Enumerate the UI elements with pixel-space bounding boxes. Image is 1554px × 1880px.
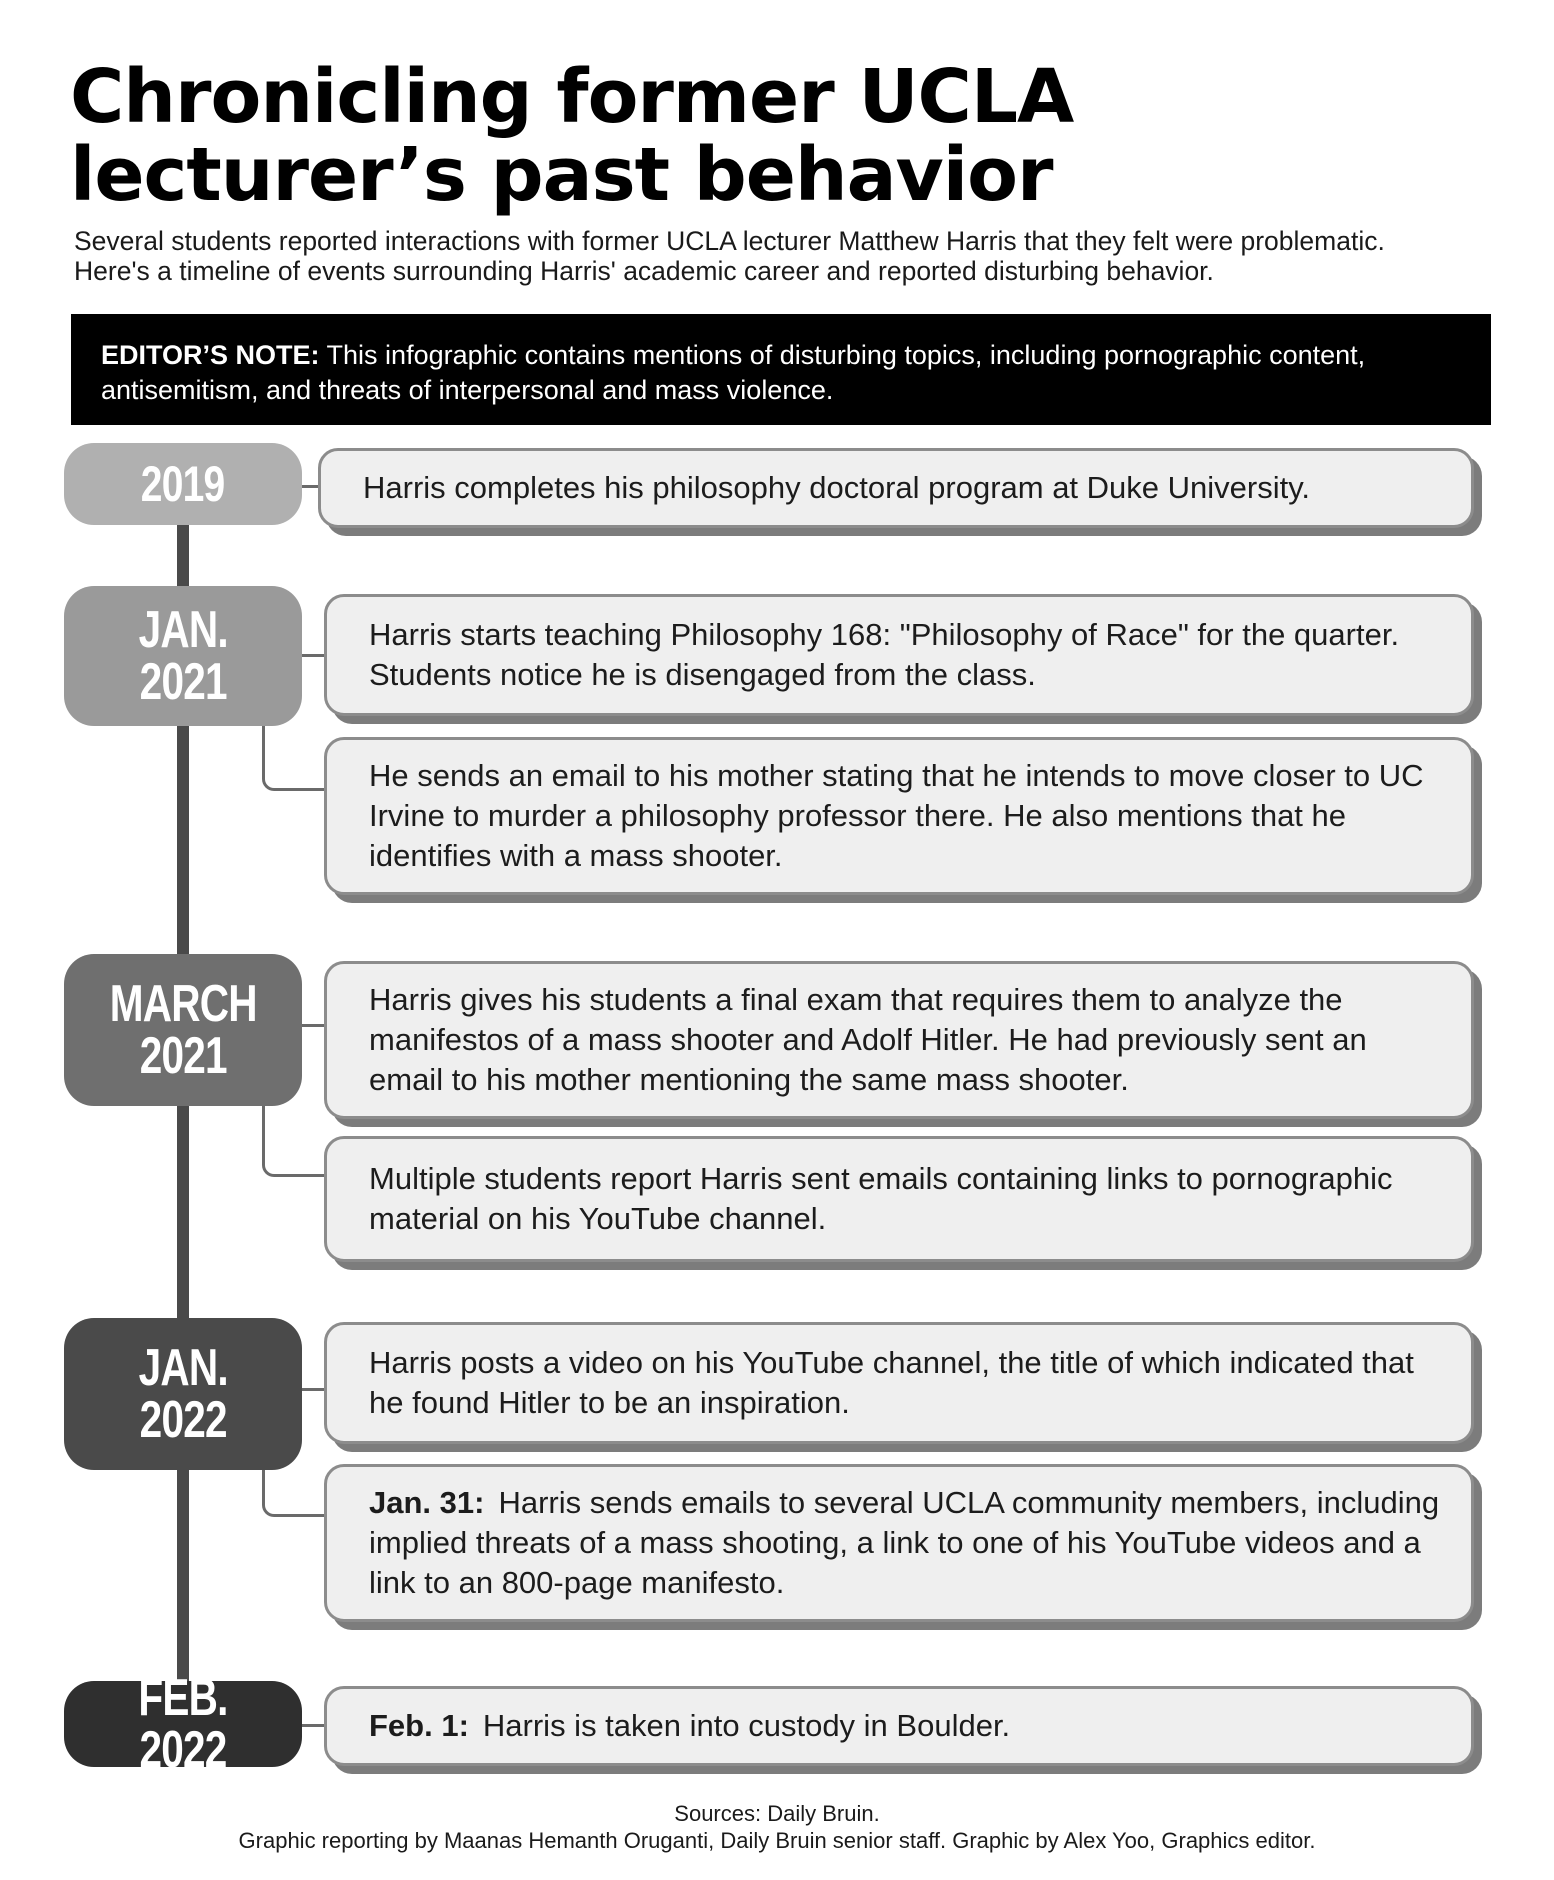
- event-text: Harris gives his students a final exam that requires them to analyze the manifestos of a mass shooter and Adolf Hitler. He had previously sent an email to his mother mentioning the same mass shooter.: [369, 982, 1367, 1097]
- date-pill-2019: [64, 443, 302, 525]
- title-line-1: Chronicling former UCLA: [70, 54, 1074, 140]
- event-text: Harris is taken into custody in Boulder.: [482, 1708, 1011, 1743]
- event-card: [324, 961, 1474, 1119]
- event-card: [318, 448, 1474, 528]
- subtitle-line-1: Several students reported interactions with former UCLA lecturer Matthew Harris that they felt were problematic.: [74, 226, 1385, 256]
- event-card: [324, 1686, 1474, 1766]
- date-pill-march-2021: [64, 954, 302, 1106]
- event-text-wrap: [369, 1483, 1441, 1603]
- date-label: JAN. 2022: [138, 1339, 228, 1449]
- event-text: Harris starts teaching Philosophy 168: "Philosophy of Race" for the quarter. Students notice he is disengaged from the class.: [369, 617, 1400, 692]
- elbow-connector: [262, 1470, 327, 1517]
- event-prefix: Jan. 31:: [369, 1485, 485, 1520]
- date-label: FEB. 2022: [138, 1669, 228, 1779]
- event-text: Multiple students report Harris sent emails containing links to pornographic material on his YouTube channel.: [369, 1161, 1393, 1236]
- connector: [302, 654, 324, 657]
- date-label: JAN. 2021: [138, 601, 228, 711]
- footer-credits: Graphic reporting by Maanas Hemanth Oruganti, Daily Bruin senior staff. Graphic by Alex Yoo, Graphics editor.: [238, 1828, 1316, 1853]
- connector: [302, 1388, 324, 1391]
- event-text-wrap: [369, 756, 1441, 876]
- connector: [302, 485, 318, 488]
- event-card: [324, 1136, 1474, 1262]
- event-card: [324, 1464, 1474, 1622]
- date-pill-jan-2022: [64, 1318, 302, 1470]
- date-pill-jan-2021: [64, 586, 302, 726]
- event-prefix: Feb. 1:: [369, 1708, 469, 1743]
- date-label: MARCH 2021: [109, 975, 257, 1085]
- event-card: [324, 737, 1474, 895]
- event-text-wrap: [363, 468, 1310, 508]
- date-label: 2019: [141, 456, 225, 512]
- elbow-connector: [262, 1106, 327, 1177]
- footer: [0, 1800, 1554, 1854]
- subtitle: [74, 226, 1514, 286]
- page-title: [70, 54, 1490, 218]
- event-text: Harris completes his philosophy doctoral program at Duke University.: [363, 470, 1311, 505]
- editor-note: [71, 314, 1491, 425]
- footer-sources: Sources: Daily Bruin.: [674, 1801, 880, 1826]
- event-text-wrap: [369, 615, 1441, 695]
- event-text: He sends an email to his mother stating that he intends to move closer to UC Irvine to murder a philosophy professor there. He also mentions that he identifies with a mass shooter.: [369, 758, 1424, 873]
- subtitle-line-2: Here's a timeline of events surrounding Harris' academic career and reported disturbing behavior.: [74, 256, 1214, 286]
- event-text-wrap: [369, 980, 1441, 1100]
- editor-note-label: EDITOR’S NOTE:: [101, 340, 320, 370]
- event-card: [324, 594, 1474, 716]
- date-pill-feb-2022: [64, 1669, 302, 1779]
- event-text: Harris sends emails to several UCLA community members, including implied threats of a mass shooting, a link to one of his YouTube videos and a link to an 800-page manifesto.: [369, 1485, 1440, 1600]
- connector: [302, 1724, 324, 1727]
- event-text-wrap: [369, 1159, 1441, 1239]
- connector: [302, 1024, 324, 1027]
- event-text-wrap: [369, 1706, 1010, 1746]
- event-card: [324, 1322, 1474, 1444]
- event-text: Harris posts a video on his YouTube channel, the title of which indicated that he found Hitler to be an inspiration.: [369, 1345, 1414, 1420]
- editor-note-text: This infographic contains mentions of disturbing topics, including pornographic content, antisemitism, and threats of interpersonal and mass violence.: [101, 340, 1366, 405]
- elbow-connector: [262, 726, 327, 791]
- event-text-wrap: [369, 1343, 1441, 1423]
- title-line-2: lecturer’s past behavior: [70, 132, 1053, 218]
